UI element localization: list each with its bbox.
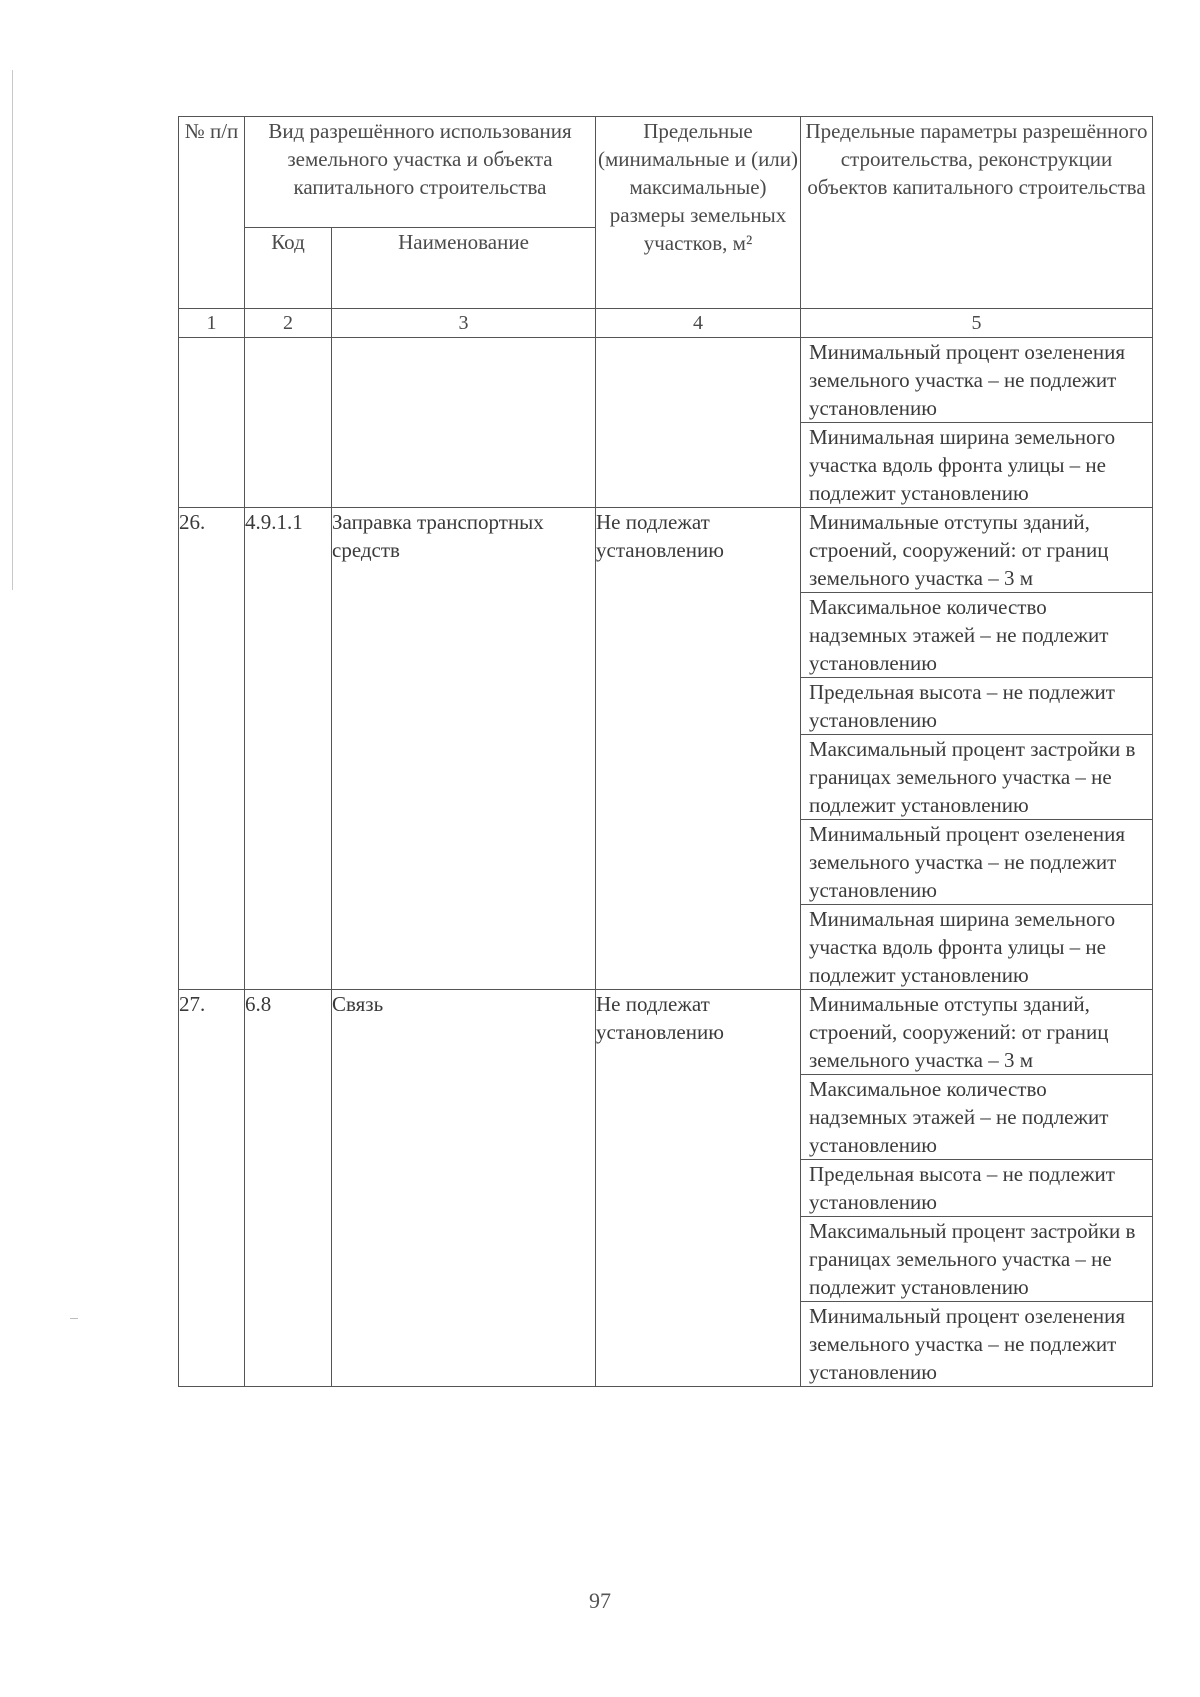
- table-row-26: [179, 508, 1153, 990]
- row-num: [179, 338, 245, 508]
- row-size: Не подлежат установлению: [596, 508, 801, 990]
- header-num: № п/п: [179, 117, 245, 309]
- param-item: Минимальный процент озеленения земельного участка – не подлежит установлению: [801, 820, 1152, 905]
- column-number: 5: [801, 309, 1153, 338]
- row-size: [596, 338, 801, 508]
- row-params: [801, 338, 1153, 508]
- header-vid-group: Вид разрешённого использования земельного участка и объекта капитального строительства: [245, 117, 596, 228]
- param-item: Максимальный процент застройки в границах земельного участка – не подлежит установлению: [801, 1217, 1152, 1302]
- row-name: [332, 338, 596, 508]
- param-item: Минимальный процент озеленения земельного участка – не подлежит установлению: [801, 338, 1152, 423]
- param-item: Минимальные отступы зданий, строений, сооружений: от границ земельного участка – 3 м: [801, 508, 1152, 593]
- table-row-27: [179, 990, 1153, 1387]
- row-code: 6.8: [245, 990, 332, 1387]
- param-item: Максимальный процент застройки в границах земельного участка – не подлежит установлению: [801, 735, 1152, 820]
- param-item: Максимальное количество надземных этажей – не подлежит установлению: [801, 1075, 1152, 1160]
- param-item: Минимальный процент озеленения земельного участка – не подлежит установлению: [809, 1304, 1126, 1384]
- column-number: 4: [596, 309, 801, 338]
- row-params: [801, 508, 1153, 990]
- page-number: 97: [589, 1588, 611, 1613]
- row-code: [245, 338, 332, 508]
- header-naimenovanie: Наименование: [332, 228, 596, 309]
- row-name: Связь: [332, 990, 596, 1387]
- row-params: [801, 990, 1153, 1387]
- column-number: 1: [179, 309, 245, 338]
- row-num: 26.: [179, 508, 245, 990]
- scan-edge-mark: [12, 70, 13, 590]
- param-item: Минимальные отступы зданий, строений, сооружений: от границ земельного участка – 3 м: [801, 990, 1152, 1075]
- param-item: Минимальная ширина земельного участка вдоль фронта улицы – не подлежит установлению: [809, 907, 1116, 987]
- row-code: 4.9.1.1: [245, 508, 332, 990]
- header-row: [179, 117, 1153, 228]
- scan-dot: [70, 1318, 78, 1319]
- param-item: Предельная высота – не подлежит установлению: [801, 1160, 1152, 1217]
- column-number: 2: [245, 309, 332, 338]
- header-razmery: Предельные (минимальные и (или) максимальные) размеры земельных участков, м²: [596, 117, 801, 309]
- row-name: Заправка транспортных средств: [332, 508, 596, 990]
- param-item: Минимальная ширина земельного участка вдоль фронта улицы – не подлежит установлению: [809, 425, 1116, 505]
- column-number-row: [179, 309, 1153, 338]
- column-number: 3: [332, 309, 596, 338]
- param-item: Предельная высота – не подлежит установлению: [801, 678, 1152, 735]
- row-num: 27.: [179, 990, 245, 1387]
- header-kod: Код: [245, 228, 332, 309]
- land-use-table: [178, 116, 1153, 1387]
- header-parametry: Предельные параметры разрешённого строительства, реконструкции объектов капитального строительства: [801, 117, 1153, 309]
- row-size: Не подлежат установлению: [596, 990, 801, 1387]
- param-item: Максимальное количество надземных этажей – не подлежит установлению: [801, 593, 1152, 678]
- table-row-continuation: [179, 338, 1153, 508]
